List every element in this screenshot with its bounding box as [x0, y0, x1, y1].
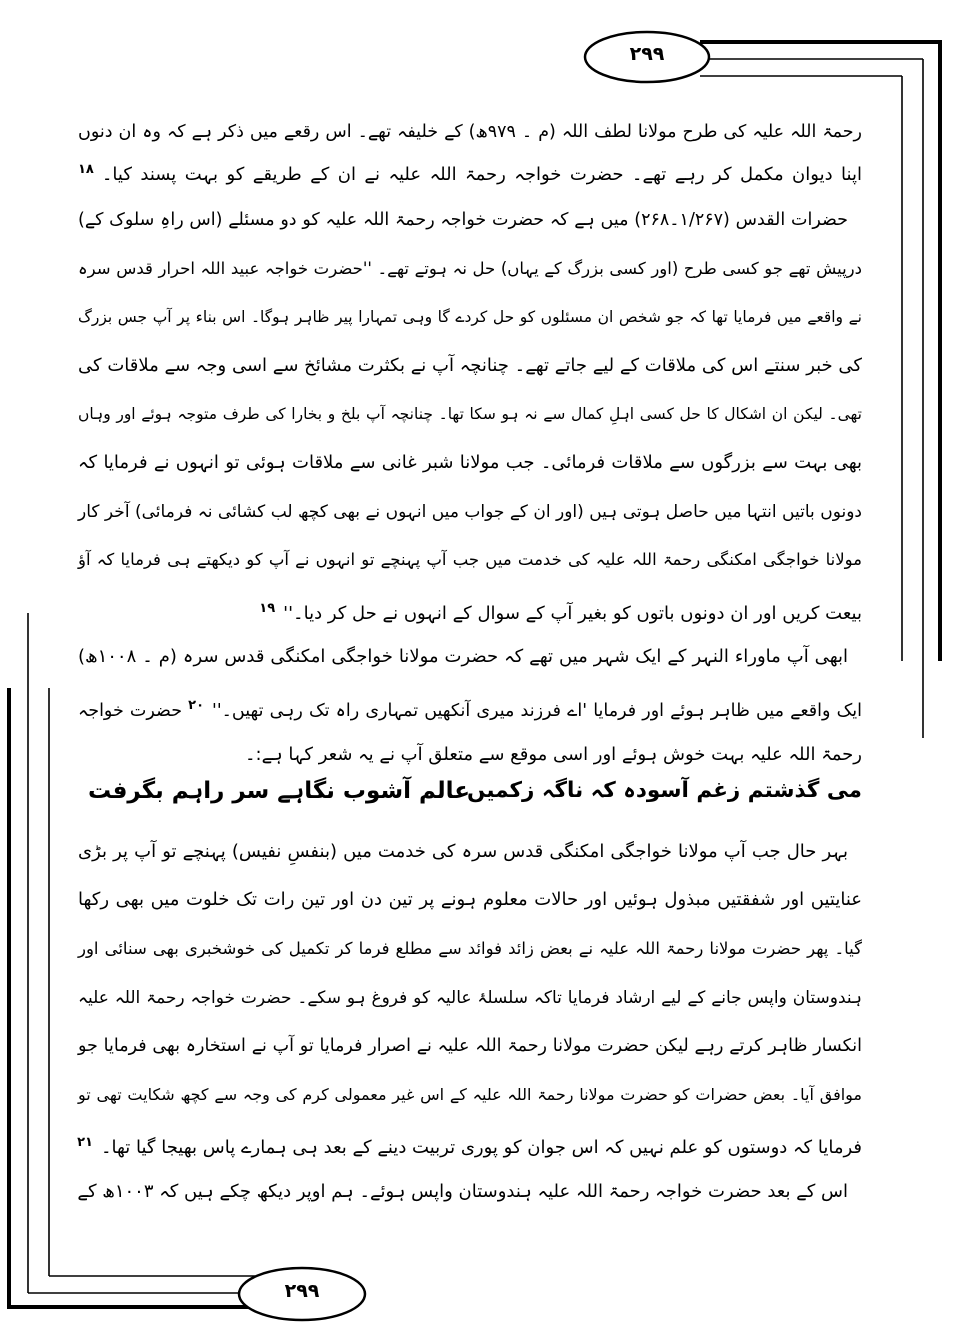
text-line: ہندوستان واپس جانے کے لیے ارشاد فرمایا تاکہ سلسلۂ عالیہ کو فروغ ہو سکے۔ حضرت خواجہ رحمۃ اللہ علیہ: [78, 988, 862, 1008]
verse-first-hemistich: می گذشتم زغم آسودہ کہ ناگہ زکمیں: [467, 778, 862, 803]
page-number-top: ۲۹۹: [629, 43, 665, 65]
text-line: دونوں باتیں انتہا میں حاصل ہوتی ہیں (اور ان کے جواب میں انہوں نے بھی کچھ لب کشائی نہ فرمائی) آخر کار: [78, 502, 862, 522]
text-line: انکسار ظاہر کرتے رہے لیکن حضرت مولانا رحمۃ اللہ علیہ نے اصرار فرمایا تو آپ نے استخارہ بھی فرمایا جو: [78, 1036, 862, 1056]
text-line: عنایتیں اور شفقتیں مبذول ہوئیں اور حالات معلوم ہونے پر تین دن اور تین رات تک خلوت میں بھی رکھا: [78, 889, 862, 910]
text-line: مولانا خواجگی امکنگی رحمۃ اللہ علیہ کی خدمت میں جب آپ پہنچے تو انہوں نے آپ کو دیکھتے ہی فرمایا کہ آؤ: [78, 550, 862, 569]
text-line: بھی بہت سے بزرگوں سے ملاقات فرمائی۔ جب مولانا شبر غانی سے ملاقات ہوئی تو انہوں نے فرمایا کہ: [78, 452, 862, 473]
text-line: حضرات القدس (۱/۲۶۷۔۲۶۸) میں ہے کہ حضرت خواجہ رحمۃ اللہ علیہ کو دو مسئلے (اس راہِ سلوک کے): [78, 210, 848, 230]
text-line: فرمایا کہ دوستوں کو علم نہیں کہ اس جوان کو پوری تربیت دینے کے بعد ہی ہمارے پاس بھیجا گیا تھا۔$^{۲۱}$: [77, 1135, 862, 1158]
text-line: درپیش تھے جو کسی طرح (اور کسی بزرگ کے یہاں) حل نہ ہوتے تھے۔ ''حضرت خواجہ عبید اللہ احرار قدس سرہ: [78, 259, 862, 278]
text-line: بیعت کریں اور ان دونوں باتوں کو بغیر آپ کے سوال کے انہوں نے حل کر دیا۔''$^{۱۹}$: [259, 601, 862, 624]
footnote-ref: ۲۰: [188, 698, 205, 713]
verse-second-hemistich: عالم آشوب نگاہے سر راہم بگرفت: [88, 778, 470, 804]
text-line: بہر حال جب آپ مولانا خواجگی امکنگی قدس سرہ کی خدمت میں (بنفسِ نفیس) پہنچے تو آپ پر بڑی: [78, 841, 848, 862]
text-line: رحمۃ اللہ علیہ بہت خوش ہوئے اور اسی موقع سے متعلق آپ نے یہ شعر کہا ہے:۔: [244, 744, 862, 765]
text-line: کی خبر سنتے اس کی ملاقات کے لیے جاتے تھے۔ چنانچہ آپ نے بکثرت مشائخ سے اسی وجہ سے ملاقات کی: [78, 355, 862, 376]
text-line: رحمۃ اللہ علیہ کی طرح مولانا لطف اللہ (م ۔ ۹۷۹ھ) کے خلیفہ تھے۔ اس رقعے میں ذکر ہے کہ وہ ان دنوں: [78, 122, 862, 142]
text-line: اس کے بعد حضرت خواجہ رحمۃ اللہ علیہ ہندوستان واپس ہوئے۔ ہم اوپر دیکھ چکے ہیں کہ ۱۰۰۳ھ کے: [77, 1181, 848, 1202]
text-line: ابھی آپ ماوراء النہر کے ایک شہر میں تھے کہ حضرت مولانا خواجگی امکنگی قدس سرہ (م ۔ ۱۰۰۸ھ): [78, 646, 848, 667]
footnote-ref: ۲۱: [77, 1135, 93, 1150]
footnote-ref: ۱۹: [259, 601, 276, 616]
text-line: اپنا دیوان مکمل کر رہے تھے۔ حضرت خواجہ رحمۃ اللہ علیہ نے ان کے طریقے کو بہت پسند کیا۔$^{۱۸}$: [78, 162, 862, 185]
text-line: موافق آیا۔ بعض حضرات کو حضرت مولانا رحمۃ اللہ علیہ کے اس غیر معمولی کرم کی وجہ سے کچھ شکایت تھی تو: [78, 1085, 862, 1104]
text-line: ایک واقعے میں ظاہر ہوئے اور فرمایا 'اے فرزند میری آنکھیں تمہاری راہ تک رہی تھیں۔''$^{۲۰}$ حضرت خواجہ: [78, 698, 862, 721]
text-line: نے واقعے میں فرمایا تھا کہ جو شخص ان مسئلوں کو حل کردے گا وہی تمہارا پیر ظاہر ہوگا۔ اس بناء پر آپ جس بزرگ: [78, 308, 862, 326]
page-number-bottom: ۲۹۹: [284, 1280, 320, 1302]
text-line: تھی۔ لیکن ان اشکال کا حل کسی اہلِ کمال سے نہ ہو سکا تھا۔ چنانچہ آپ بلخ و بخارا کی طرف متوجہ ہوئے اور وہاں: [78, 405, 862, 423]
text-line: گیا۔ پھر حضرت مولانا رحمۃ اللہ علیہ نے بعض زائد فوائد سے مطلع فرما کر تکمیل کی خوشخبری بھی سنائی اور: [78, 939, 862, 958]
footnote-ref: ۱۸: [78, 162, 94, 177]
